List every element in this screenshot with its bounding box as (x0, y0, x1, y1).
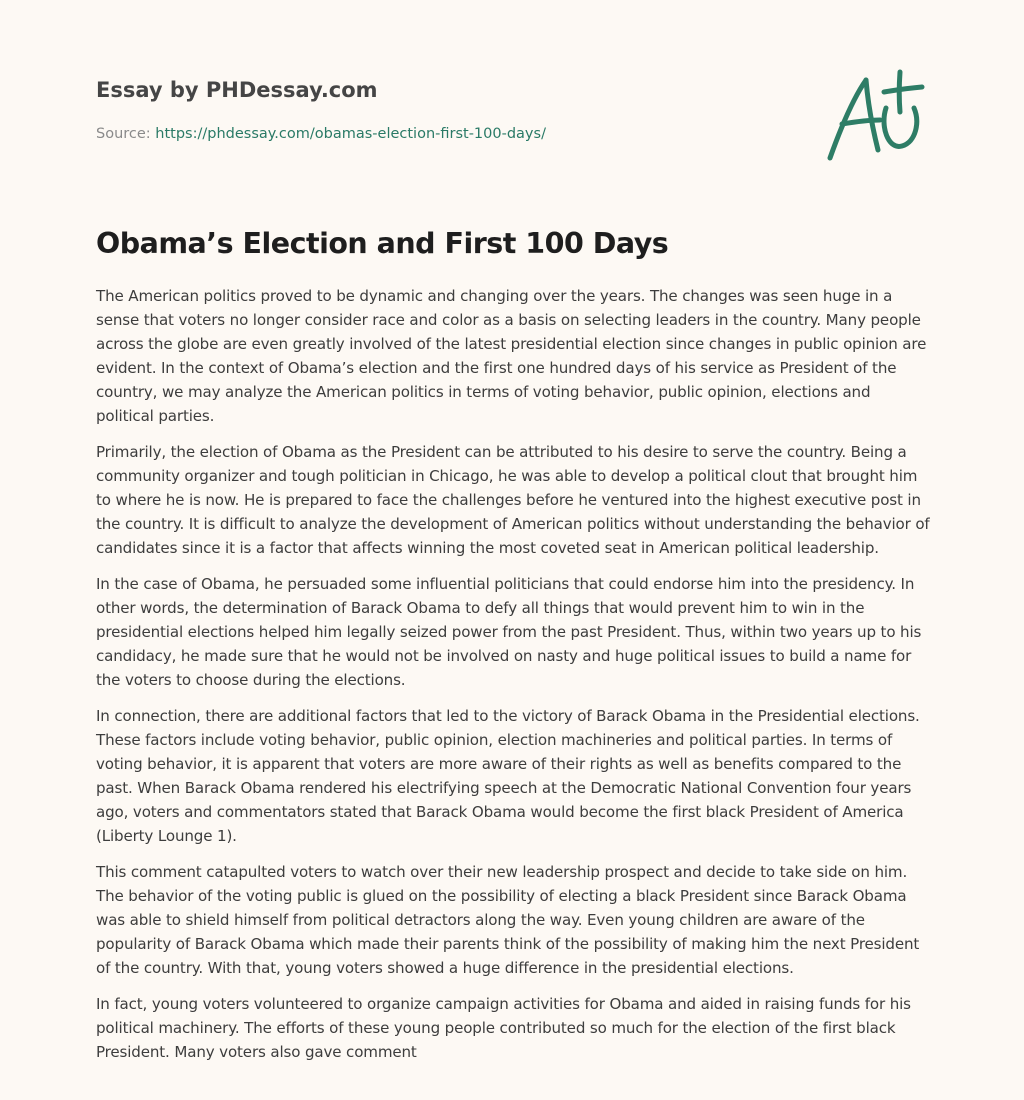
a-plus-logo-icon (822, 68, 926, 164)
source-label: Source: (96, 126, 151, 142)
source-line (96, 124, 796, 144)
essay-paragraph: In the case of Obama, he persuaded some influential politicians that could endorse him into the presidency. In other words, the determination of Barack Obama to defy all things that would prevent him to win in the presidential elections helped him legally seized power from the past President. Thus, within two years up to his candidacy, he made sure that he would not be involved on nasty and huge political issues to build a name for the voters to choose during the elections. (96, 575, 922, 689)
essay-body (96, 284, 932, 1076)
essay-paragraph: The American politics proved to be dynamic and changing over the years. The changes was seen huge in a sense that voters no longer consider race and color as a basis on selecting leaders in the country. Many people across the globe are even greatly involved of the latest presidential election since changes in public opinion are evident. In the context of Obama’s election and the first one hundred days of his service as President of the country, we may analyze the American politics in terms of voting behavior, public opinion, elections and political parties. (96, 287, 927, 425)
essay-paragraph: Primarily, the election of Obama as the President can be attributed to his desire to serve the country. Being a community organizer and tough politician in Chicago, he was able to develop a political clout that brought him to where he is now. He is prepared to face the challenges before he ventured into the highest executive post in the country. It is difficult to analyze the development of American politics without understanding the behavior of candidates since it is a factor that affects winning the most coveted seat in American political leadership. (96, 443, 930, 557)
source-link[interactable]: https://phdessay.com/obamas-election-first-100-days/ (155, 126, 546, 142)
essay-paragraph: This comment catapulted voters to watch over their new leadership prospect and decide to take side on him. The behavior of the voting public is glued on the possibility of electing a black President since Barack Obama was able to shield himself from political detractors along the way. Even young children are aware of the popularity of Barack Obama which made their parents think of the possibility of making him the next President of the country. With that, young voters showed a huge difference in the presidential elections. (96, 863, 920, 977)
essay-paragraph: In connection, there are additional factors that led to the victory of Barack Obama in the Presidential elections. These factors include voting behavior, public opinion, election machineries and political parties. In terms of voting behavior, it is apparent that voters are more aware of their rights as well as benefits compared to the past. When Barack Obama rendered his electrifying speech at the Democratic National Convention four years ago, voters and commentators stated that Barack Obama would become the first black President of America (Liberty Lounge 1). (96, 707, 920, 845)
essay-title: Obama’s Election and First 100 Days (96, 227, 669, 260)
essay-paragraph: In fact, young voters volunteered to organize campaign activities for Obama and aided in raising funds for his political machinery. The efforts of these young people contributed so much for the election of the first black President. Many voters also gave comment (96, 995, 911, 1061)
site-title: Essay by PHDessay.com (96, 78, 378, 102)
page-header (96, 76, 796, 144)
